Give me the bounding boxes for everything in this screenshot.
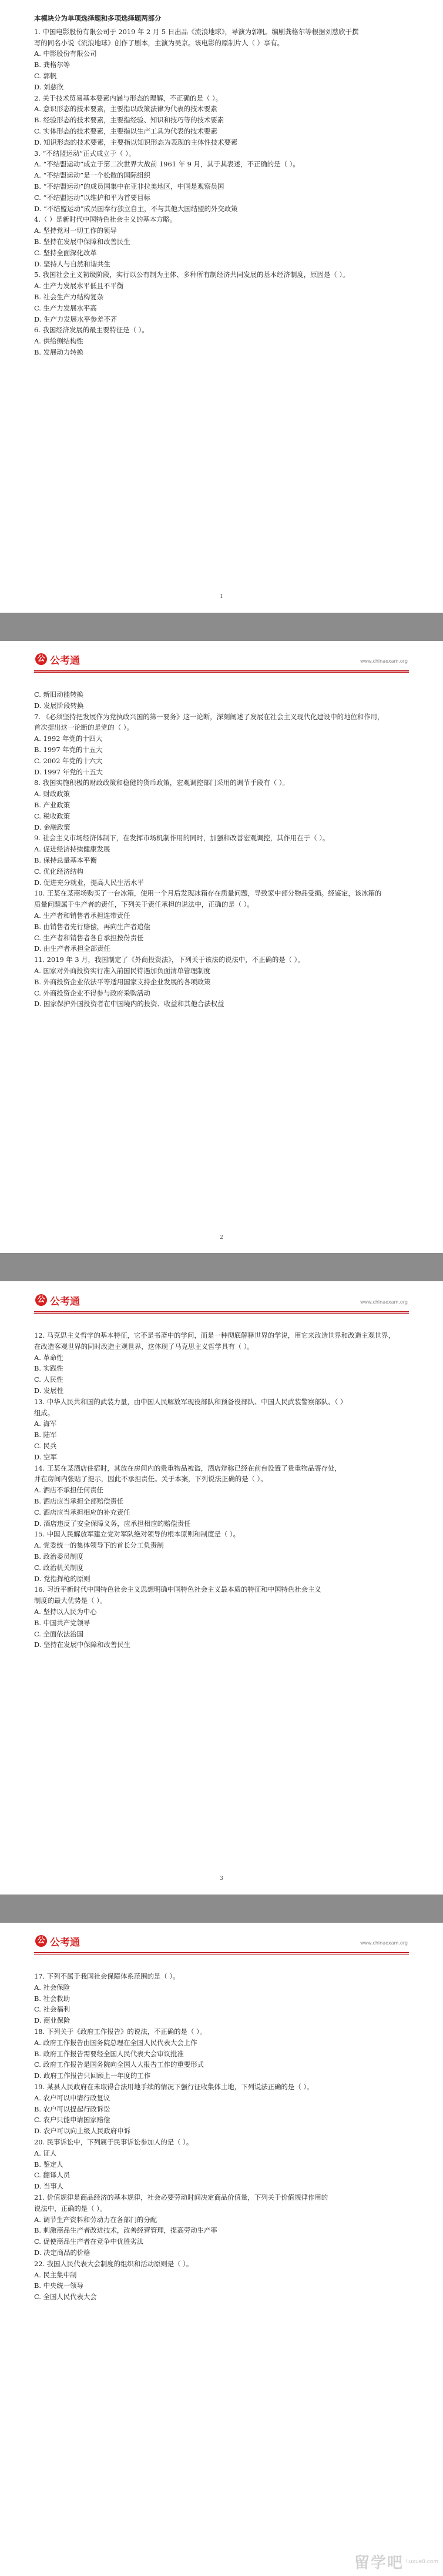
answer-option: B. 经验形态的技术要素，主要指经验、知识和技巧等的技术要素 bbox=[34, 116, 224, 125]
answer-option: B. 刺激商品生产者改进技术，改善经营管理，提高劳动生产率 bbox=[34, 2226, 217, 2235]
answer-option: B. 实践性 bbox=[34, 1364, 63, 1373]
answer-option: D. 国家保护外国投资者在中国境内的投资、收益和其他合法权益 bbox=[34, 1000, 224, 1008]
answer-option: A. 革命性 bbox=[34, 1353, 63, 1362]
watermark-url: liuxue8.com bbox=[405, 2558, 438, 2565]
question-text: 21. 价值规律是商品经济的基本规律，社会必要劳动时间决定商品价值量，下列关于价值规律作用的 bbox=[34, 2193, 328, 2201]
question-text: 1. 中国电影股份有限公司于 2019 年 2 月 5 日出品《流浪地球》，导演为郭帆。编剧龚格尔等根据刘慈欣于撰 bbox=[34, 27, 359, 36]
answer-option: C. 实体形态的技术要素，主要指以生产工具为代表的技术要素 bbox=[34, 126, 217, 135]
answer-option: D. 发展阶段转换 bbox=[34, 701, 84, 710]
answer-option: D. 空军 bbox=[34, 1452, 57, 1461]
question-text: 质量问题属于生产者的责任，下列关于责任承担的说法中，正确的是（ ）。 bbox=[34, 900, 254, 909]
header-rule bbox=[34, 670, 409, 671]
answer-option: B. 陆军 bbox=[34, 1431, 57, 1439]
answer-option: D. 金融政策 bbox=[34, 823, 71, 831]
question-text: 18. 下列关于《政府工作报告》的说法，不正确的是（ ）。 bbox=[34, 2027, 207, 2036]
answer-option: D. 促进充分就业，提高人民生活水平 bbox=[34, 878, 144, 887]
logo-text: 公考通 bbox=[50, 1936, 80, 1949]
answer-option: D. 由生产者承担全部责任 bbox=[34, 944, 110, 953]
logo-text: 公考通 bbox=[50, 654, 80, 667]
answer-option: B. 中国共产党领导 bbox=[34, 1618, 90, 1627]
question-text: 10. 王某在某商场购买了一台冰箱，使用一个月后发现冰箱存在质量问题，导致家中部分物品受损。经鉴定，该冰箱的 bbox=[34, 889, 382, 898]
answer-option: A. 民主集中制 bbox=[34, 2270, 77, 2279]
logo-text: 公考通 bbox=[50, 1295, 80, 1308]
answer-option: C. 生产者和销售者各自承担按份责任 bbox=[34, 933, 144, 942]
answer-option: A. 农户可以申请行政复议 bbox=[34, 2093, 110, 2102]
question-text: 15. 中国人民解放军建立党对军队绝对领导的根本原则和制度是（ ）。 bbox=[34, 1530, 240, 1539]
brand-logo bbox=[35, 651, 80, 667]
answer-option: C. 酒店应当承担相应的补充责任 bbox=[34, 1508, 130, 1516]
page-number: 2 bbox=[220, 1235, 223, 1241]
answer-option: B. 由销售者先行赔偿，再向生产者追偿 bbox=[34, 922, 150, 931]
document-page-4 bbox=[0, 1923, 443, 2576]
answer-option: C. 新旧动能转换 bbox=[34, 690, 83, 699]
answer-option: A. 促进经济持续健康发展 bbox=[34, 845, 110, 854]
page-header bbox=[0, 641, 443, 677]
answer-option: D. 1997 年党的十五大 bbox=[34, 767, 103, 776]
answer-option: D. 政府工作报告只回顾上一年度的工作 bbox=[34, 2072, 151, 2080]
header-rule-thin bbox=[34, 1313, 409, 1314]
question-text: 制度的最大优势是（ ）。 bbox=[34, 1596, 107, 1605]
document-page-2 bbox=[0, 641, 443, 1253]
page-2-content bbox=[34, 689, 410, 1010]
answer-option: A. 国家对外商投资实行准入前国民待遇加负面清单管理制度 bbox=[34, 966, 211, 975]
answer-option: C. 农户只能申请国家赔偿 bbox=[34, 2116, 110, 2124]
page-separator bbox=[0, 1253, 443, 1281]
page-3-content bbox=[34, 1330, 410, 1650]
logo-icon: 公 bbox=[35, 653, 47, 665]
brand-logo bbox=[35, 1933, 80, 1949]
answer-option: A. 调节生产资料和劳动力在各部门的分配 bbox=[34, 2215, 157, 2224]
answer-option: A. 坚持以人民为中心 bbox=[34, 1607, 97, 1616]
answer-option: B. 政府工作报告需要经全国人民代表大会审议批准 bbox=[34, 2049, 184, 2058]
logo-icon: 公 bbox=[35, 1294, 47, 1306]
answer-option: D. 决定商品的价格 bbox=[34, 2248, 90, 2257]
watermark bbox=[354, 2551, 438, 2572]
question-text: 20. 民事诉讼中，下列属于民事诉讼参加人的是（ ）。 bbox=[34, 2137, 193, 2146]
question-text: 22. 我国人民代表大会制度的组织和活动原则是（ ）。 bbox=[34, 2259, 193, 2268]
page-number: 1 bbox=[220, 594, 223, 600]
brand-logo bbox=[35, 1292, 80, 1308]
header-rule-thin bbox=[34, 672, 409, 673]
answer-option: C. 全面依法治国 bbox=[34, 1629, 83, 1638]
page-separator bbox=[0, 613, 443, 641]
answer-option: A. 政府工作报告由国务院总理在全国人民代表大会上作 bbox=[34, 2038, 197, 2047]
site-url: www.chinaexam.org bbox=[360, 1299, 408, 1305]
question-text: 说法中，正确的是（ ）。 bbox=[34, 2204, 107, 2213]
answer-option: B. 社会救助 bbox=[34, 1994, 71, 2003]
answer-option: D. 酒店违反了安全保障义务，应承担相应的赔偿责任 bbox=[34, 1519, 191, 1528]
answer-option: A. 中影股份有限公司 bbox=[34, 49, 97, 58]
answer-option: B. 鉴定人 bbox=[34, 2160, 63, 2169]
question-text: 写的同名小说《流浪地球》创作了剧本，主演为吴京。该电影的原制片人（ ）享有。 bbox=[34, 38, 284, 47]
answer-option: C. 优化经济结构 bbox=[34, 867, 83, 876]
question-text: 14. 王某在某酒店住宿时，其放在房间内的贵重物品被盗，酒店辩称已经在前台设置了贵重物品寄存处， bbox=[34, 1464, 341, 1472]
answer-option: A. 社会保险 bbox=[34, 1983, 71, 1992]
answer-option: B. “不结盟运动”的成员国集中在亚非拉美地区，中国是观察员国 bbox=[34, 182, 224, 191]
page-header bbox=[0, 1282, 443, 1318]
page-4-content bbox=[34, 1971, 410, 2303]
answer-option: A. 党委统一的集体领导下的首长分工负责制 bbox=[34, 1541, 164, 1550]
question-text: 4.（ ）是新时代中国特色社会主义的基本方略。 bbox=[34, 215, 177, 224]
answer-option: C. 外商投资企业不得参与政府采购活动 bbox=[34, 988, 150, 997]
answer-option: B. 坚持在发展中保障和改善民生 bbox=[34, 237, 130, 246]
answer-option: B. 农户可以提起行政诉讼 bbox=[34, 2104, 110, 2113]
answer-option: A. 酒店不承担任何责任 bbox=[34, 1486, 103, 1495]
page-separator bbox=[0, 1895, 443, 1923]
answer-option: D. “不结盟运动”成员国奉行独立自主，不与其他大国结盟的外交政策 bbox=[34, 204, 238, 213]
question-text: 6. 我国经济发展的最主要特征是（ ）。 bbox=[34, 326, 149, 335]
page-header bbox=[0, 1923, 443, 1959]
answer-option: D. 农户可以向上级人民政府申诉 bbox=[34, 2127, 131, 2136]
answer-option: D. 知识形态的技术要素，主要指以知识形态为表现的主体性技术要素 bbox=[34, 138, 238, 146]
answer-option: B. 中央统一领导 bbox=[34, 2281, 83, 2290]
question-text: 首次提出这一论断的是党的（ ）。 bbox=[34, 723, 133, 732]
answer-option: D. 刘慈欣 bbox=[34, 82, 64, 91]
answer-option: C. 政府工作报告是国务院向全国人大报告工作的重要形式 bbox=[34, 2060, 204, 2069]
answer-option: B. 外商投资企业依法平等适用国家支持企业发展的各项政策 bbox=[34, 977, 211, 986]
answer-option: D. 生产力发展水平参差不齐 bbox=[34, 315, 118, 323]
answer-option: B. 保持总量基本平衡 bbox=[34, 856, 97, 864]
answer-option: A. 坚持党对一切工作的领导 bbox=[34, 226, 117, 235]
logo-icon: 公 bbox=[35, 1935, 47, 1947]
question-text: 2. 关于技术贸易基本要素内涵与形态的理解，不正确的是（ ）。 bbox=[34, 93, 222, 102]
question-text: 19. 某县人民政府在未取得合法用地手续的情况下强行征收集体土地，下列说法正确的是（ ）。 bbox=[34, 2082, 314, 2091]
answer-option: C. “不结盟运动”以维护和平为首要目标 bbox=[34, 193, 151, 202]
answer-option: A. 意识形态的技术要素，主要指以政策法律为代表的技术要素 bbox=[34, 105, 217, 113]
header-rule bbox=[34, 1952, 409, 1953]
answer-option: D. 党指挥枪的原则 bbox=[34, 1574, 90, 1583]
site-url: www.chinaexam.org bbox=[360, 659, 408, 664]
answer-option: D. 坚持在发展中保障和改善民生 bbox=[34, 1641, 131, 1649]
question-text: 13. 中华人民共和国的武装力量，由中国人民解放军现役部队和预备役部队、中国人民武装警察部队、（ ） bbox=[34, 1397, 347, 1406]
answer-option: B. 龚格尔等 bbox=[34, 61, 71, 69]
document-page-3 bbox=[0, 1282, 443, 1895]
answer-option: C. 翻译人员 bbox=[34, 2171, 71, 2180]
answer-option: A. “不结盟运动”成立于第二次世界大战前 1961 年 9 月，其于其表述，不正确的是（ ）。 bbox=[34, 160, 300, 169]
answer-option: C. 税收政策 bbox=[34, 811, 71, 820]
answer-option: B. 1997 年党的十五大 bbox=[34, 745, 103, 754]
question-text: 16. 习近平新时代中国特色社会主义思想明确中国特色社会主义最本质的特征和中国特色社会主义 bbox=[34, 1585, 321, 1594]
answer-option: A. 证人 bbox=[34, 2149, 57, 2157]
answer-option: C. 全国人民代表大会 bbox=[34, 2293, 97, 2301]
answer-option: C. 社会福利 bbox=[34, 2005, 71, 2014]
answer-option: D. 坚持人与自然和谐共生 bbox=[34, 259, 110, 268]
question-text: 11. 2019 年 3 月，我国制定了《外商投资法》，下列关于该法的说法中，不正确的是（ ）。 bbox=[34, 955, 304, 964]
answer-option: B. 发展动力转换 bbox=[34, 348, 83, 356]
question-text: 17. 下列不属于我国社会保障体系范围的是（ ）。 bbox=[34, 1972, 180, 1980]
answer-option: A. 生产者和销售者承担连带责任 bbox=[34, 911, 130, 920]
answer-option: C. 生产力发展水平高 bbox=[34, 303, 97, 312]
answer-option: D. 商业保险 bbox=[34, 2016, 71, 2025]
question-text: 7. 《必须坚持把发展作为党执政兴国的第一要务》这一论断，深刻阐述了发展在社会主义现代化建设中的地位和作用， bbox=[34, 712, 384, 721]
answer-option: B. 产业政策 bbox=[34, 800, 71, 809]
question-text: 在改造客观世界的同时改造主观世界，这体现了马克思主义哲学具有（ ）。 bbox=[34, 1342, 254, 1351]
answer-option: C. 人民性 bbox=[34, 1375, 63, 1384]
site-url: www.chinaexam.org bbox=[360, 1940, 408, 1946]
answer-option: C. 政治机关制度 bbox=[34, 1563, 83, 1572]
section-heading: 本模块分为单项选择题和多项选择题两部分 bbox=[34, 14, 162, 22]
answer-option: C. 2002 年党的十六大 bbox=[34, 756, 103, 765]
answer-option: D. 发展性 bbox=[34, 1386, 64, 1395]
question-text: 5. 我国社会主义初级阶段，实行以公有制为主体、多种所有制经济共同发展的基本经济制度，原因是（ ）。 bbox=[34, 270, 350, 279]
question-text: 并在房间内张贴了提示，因此不承担责任。关于本案，下列说法正确的是（ ）。 bbox=[34, 1475, 267, 1484]
answer-option: A. 生产力发展水平低且不平衡 bbox=[34, 282, 124, 290]
answer-option: C. 郭帆 bbox=[34, 71, 57, 80]
answer-option: A. 财政政策 bbox=[34, 790, 71, 798]
answer-option: B. 政治委员制度 bbox=[34, 1552, 83, 1561]
answer-option: A. 供给侧结构性 bbox=[34, 337, 83, 346]
watermark-text: 留学吧 bbox=[354, 2554, 404, 2572]
answer-option: B. 社会生产力结构复杂 bbox=[34, 292, 104, 301]
answer-option: A. 海军 bbox=[34, 1419, 57, 1428]
answer-option: D. 当事人 bbox=[34, 2182, 64, 2191]
answer-option: A. “不结盟运动”是一个松散的国际组织 bbox=[34, 171, 150, 180]
answer-option: B. 酒店应当承担全部赔偿责任 bbox=[34, 1496, 124, 1505]
question-text: 8. 我国实施积极的财政政策和稳健的货币政策，宏观调控部门采用的调节手段有（ ）。 bbox=[34, 779, 289, 787]
page-number: 3 bbox=[220, 1876, 223, 1882]
page-1-content bbox=[34, 13, 410, 358]
answer-option: C. 坚持全面深化改革 bbox=[34, 248, 97, 257]
question-text: 组成。 bbox=[34, 1408, 55, 1417]
question-text: 9. 社会主义市场经济体制下，在发挥市场机制作用的同时，加强和改善宏观调控，其作用在于（ ）。 bbox=[34, 834, 330, 843]
question-text: 3. “不结盟运动”正式成立于（ ）。 bbox=[34, 149, 136, 158]
answer-option: A. 1992 年党的十四大 bbox=[34, 734, 103, 743]
question-text: 12. 马克思主义哲学的基本特征，它不是书斋中的学问，而是一种彻底解释世界的学说，用它来改造世界和改造主观世界， bbox=[34, 1331, 395, 1339]
document-page-1 bbox=[0, 0, 443, 613]
answer-option: C. 民兵 bbox=[34, 1441, 57, 1450]
answer-option: C. 促使商品生产者在竞争中优胜劣汰 bbox=[34, 2237, 144, 2246]
header-rule bbox=[34, 1311, 409, 1312]
